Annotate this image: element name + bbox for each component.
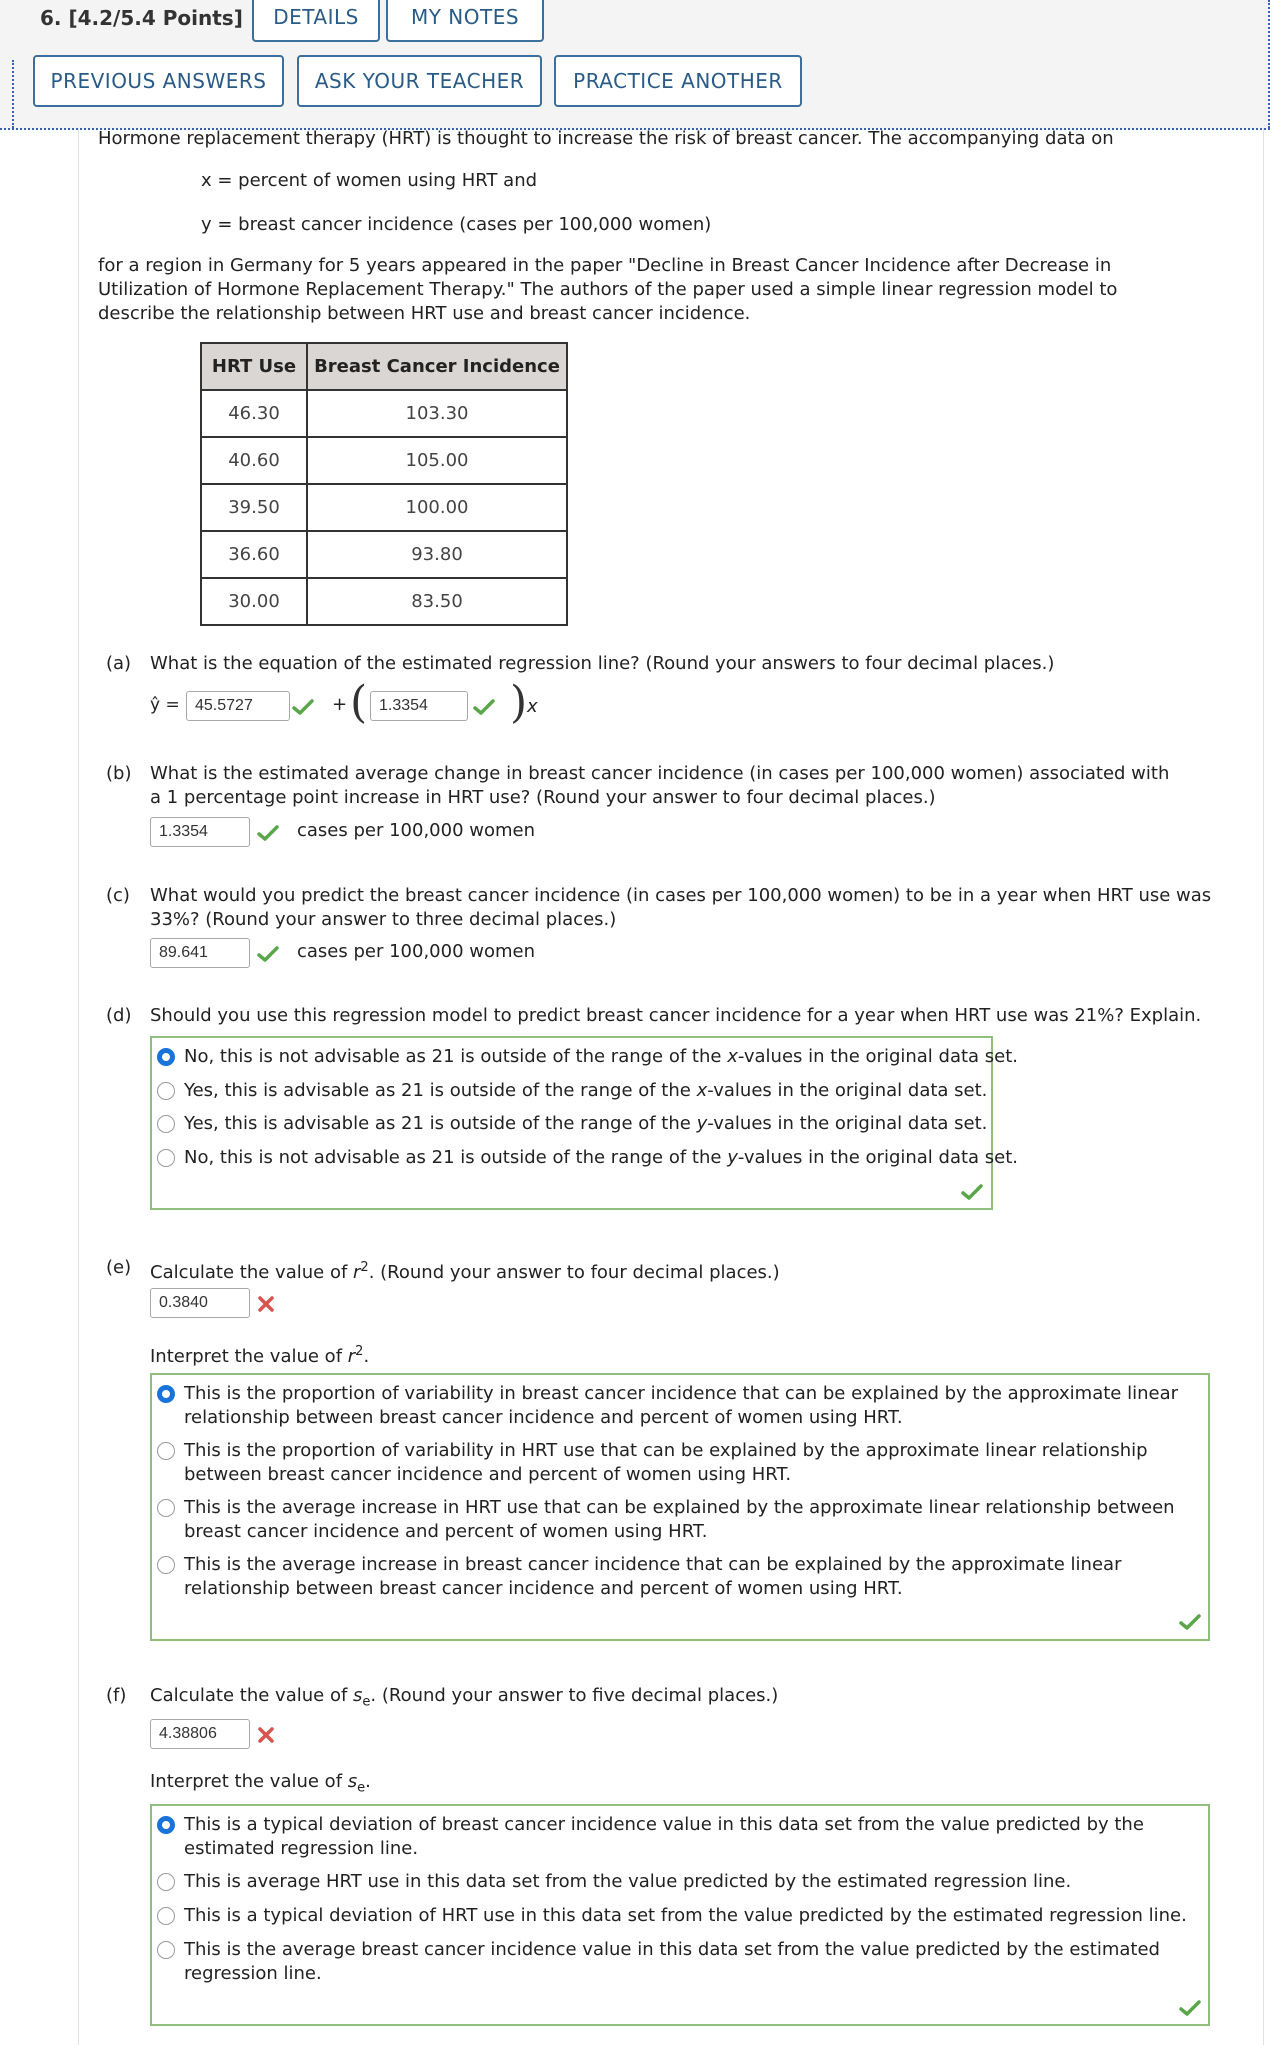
radio-button[interactable] [157, 1907, 175, 1925]
table-cell: 103.30 [307, 390, 567, 437]
part-c-unit: cases per 100,000 women [297, 941, 536, 962]
question-points: [4.2/5.4 Points] [68, 6, 243, 30]
radio-selected[interactable] [157, 1816, 175, 1834]
part-b-unit: cases per 100,000 women [297, 820, 536, 841]
part-e-option-4[interactable]: This is the average increase in breast cancer incidence that can be explained by the approximate linear relationship between breast cancer incidence and percent of women using HRT. [184, 1554, 1122, 1599]
intro-text: Hormone replacement therapy (HRT) is thought to increase the risk of breast cancer. The accompanying data on [98, 128, 1114, 149]
part-e-option-3[interactable]: This is the average increase in HRT use that can be explained by the approximate linear relationship between breast cancer incidence and percent of women using HRT. [184, 1497, 1175, 1542]
my-notes-button[interactable]: MY NOTES [386, 0, 544, 42]
radio-button[interactable] [157, 1556, 175, 1574]
close-paren: ) [510, 677, 528, 728]
incorrect-icon [256, 1294, 276, 1314]
part-d-label: (d) [106, 1005, 132, 1026]
table-row [201, 531, 567, 578]
table-row [201, 578, 567, 625]
part-d-option-4[interactable]: No, this is not advisable as 21 is outside of the range of the y-values in the original data set. [184, 1147, 1019, 1168]
part-d-question: Should you use this regression model to predict breast cancer incidence for a year when HRT use was 21%? Explain. [150, 1005, 1202, 1026]
intro-paragraph: for a region in Germany for 5 years appeared in the paper "Decline in Breast Cancer Incidence after Decrease in Utilization of Hormone Replacement Therapy." The authors of the paper used a simple linear regression model to describe the relationship between HRT use and breast cancer incidence. [98, 255, 1118, 324]
part-e-label: (e) [106, 1257, 132, 1278]
part-e-option-2[interactable]: This is the proportion of variability in HRT use that can be explained by the approximate linear relationship between breast cancer incidence and percent of women using HRT. [184, 1440, 1148, 1485]
radio-button[interactable] [157, 1082, 175, 1100]
check-icon [472, 697, 496, 717]
check-icon [291, 697, 315, 717]
table-row [201, 484, 567, 531]
radio-button[interactable] [157, 1499, 175, 1517]
part-d-option-2[interactable]: Yes, this is advisable as 21 is outside of the range of the x-values in the original data set. [184, 1080, 988, 1101]
header-border-left [12, 60, 14, 128]
x-definition [201, 169, 537, 193]
part-a-question: What is the equation of the estimated regression line? (Round your answers to four decimal places.) [150, 653, 1055, 674]
part-f-option-1[interactable]: This is a typical deviation of breast cancer incidence value in this data set from the value predicted by the estimated regression line. [184, 1814, 1144, 1859]
table-cell: 46.30 [201, 390, 307, 437]
part-f-option-4[interactable]: This is the average breast cancer incidence value in this data set from the value predicted by the estimated regression line. [184, 1939, 1160, 1984]
part-f-question: Calculate the value of $s_e$. (Round your answer to five decimal places.) [150, 1685, 779, 1710]
part-f-option-2[interactable]: This is average HRT use in this data set from the value predicted by the estimated regression line. [184, 1871, 1072, 1892]
question-title [40, 6, 243, 30]
radio-button[interactable] [157, 1873, 175, 1891]
x-variable: x [527, 696, 538, 717]
table-cell: 36.60 [201, 531, 307, 578]
part-b-answer-input[interactable]: 1.3354 [150, 817, 250, 847]
table-header-incidence: Breast Cancer Incidence [307, 343, 567, 390]
details-button[interactable]: DETAILS [252, 0, 380, 42]
table-cell: 105.00 [307, 437, 567, 484]
table-row [201, 390, 567, 437]
table-cell: 93.80 [307, 531, 567, 578]
question-number: 6. [40, 6, 62, 30]
table-header-row [201, 343, 567, 390]
part-c-question: What would you predict the breast cancer incidence (in cases per 100,000 women) to be in a year when HRT use was 33%? (Round your answer to three decimal places.) [150, 885, 1212, 930]
table-row [201, 437, 567, 484]
slope-input[interactable]: 1.3354 [370, 691, 468, 721]
part-f-interpret-prompt: Interpret the value of $s_e$. [150, 1771, 371, 1796]
check-icon [960, 1182, 984, 1202]
part-f-answer-input[interactable]: 4.38806 [150, 1719, 250, 1749]
yhat-label: ŷ = [150, 695, 180, 715]
radio-button[interactable] [157, 1941, 175, 1959]
part-f-label: (f) [106, 1685, 127, 1706]
radio-button[interactable] [157, 1115, 175, 1133]
radio-selected[interactable] [157, 1385, 175, 1403]
part-c-label: (c) [106, 885, 130, 906]
radio-selected[interactable] [157, 1048, 175, 1066]
radio-button[interactable] [157, 1442, 175, 1460]
part-e-question: Calculate the value of $r^2$. (Round your answer to four decimal places.) [150, 1260, 780, 1283]
check-icon [1178, 1612, 1202, 1632]
table-cell: 100.00 [307, 484, 567, 531]
part-b-label: (b) [106, 763, 132, 784]
y-definition-text: y = breast cancer incidence (cases per 100,000 women) [201, 214, 712, 235]
check-icon [256, 944, 280, 964]
ask-teacher-button[interactable]: ASK YOUR TEACHER [297, 55, 542, 107]
table-cell: 30.00 [201, 578, 307, 625]
part-e-answer-input[interactable]: 0.3840 [150, 1288, 250, 1318]
practice-another-button[interactable]: PRACTICE ANOTHER [554, 55, 802, 107]
part-b-question: What is the estimated average change in breast cancer incidence (in cases per 100,000 women) associated with a 1 percentage point increase in HRT use? (Round your answer to four decimal places.) [150, 763, 1170, 808]
table-cell: 39.50 [201, 484, 307, 531]
check-icon [256, 823, 280, 843]
incorrect-icon [256, 1725, 276, 1745]
intercept-input[interactable]: 45.5727 [186, 691, 290, 721]
table-header-hrt: HRT Use [201, 343, 307, 390]
table-cell: 83.50 [307, 578, 567, 625]
part-c-answer-input[interactable]: 89.641 [150, 938, 250, 968]
y-definition [201, 213, 711, 237]
check-icon [1178, 1998, 1202, 2018]
header-border-right [1268, 0, 1270, 128]
open-paren: ( [350, 677, 368, 728]
part-e-option-1[interactable]: This is the proportion of variability in breast cancer incidence that can be explained by the approximate linear relationship between breast cancer incidence and percent of women using HRT. [184, 1383, 1178, 1428]
part-d-option-1[interactable]: No, this is not advisable as 21 is outside of the range of the x-values in the original data set. [184, 1046, 1019, 1067]
part-f-option-3[interactable]: This is a typical deviation of HRT use in this data set from the value predicted by the estimated regression line. [184, 1905, 1187, 1926]
part-e-interpret-prompt: Interpret the value of $r^2$. [150, 1344, 370, 1367]
data-table [200, 342, 568, 626]
previous-answers-button[interactable]: PREVIOUS ANSWERS [33, 55, 284, 107]
radio-button[interactable] [157, 1149, 175, 1167]
plus-sign: + [332, 694, 348, 715]
part-a-label: (a) [106, 653, 132, 674]
part-d-option-3[interactable]: Yes, this is advisable as 21 is outside of the range of the y-values in the original data set. [184, 1113, 988, 1134]
x-definition-text: x = percent of women using HRT and [201, 170, 538, 191]
table-cell: 40.60 [201, 437, 307, 484]
